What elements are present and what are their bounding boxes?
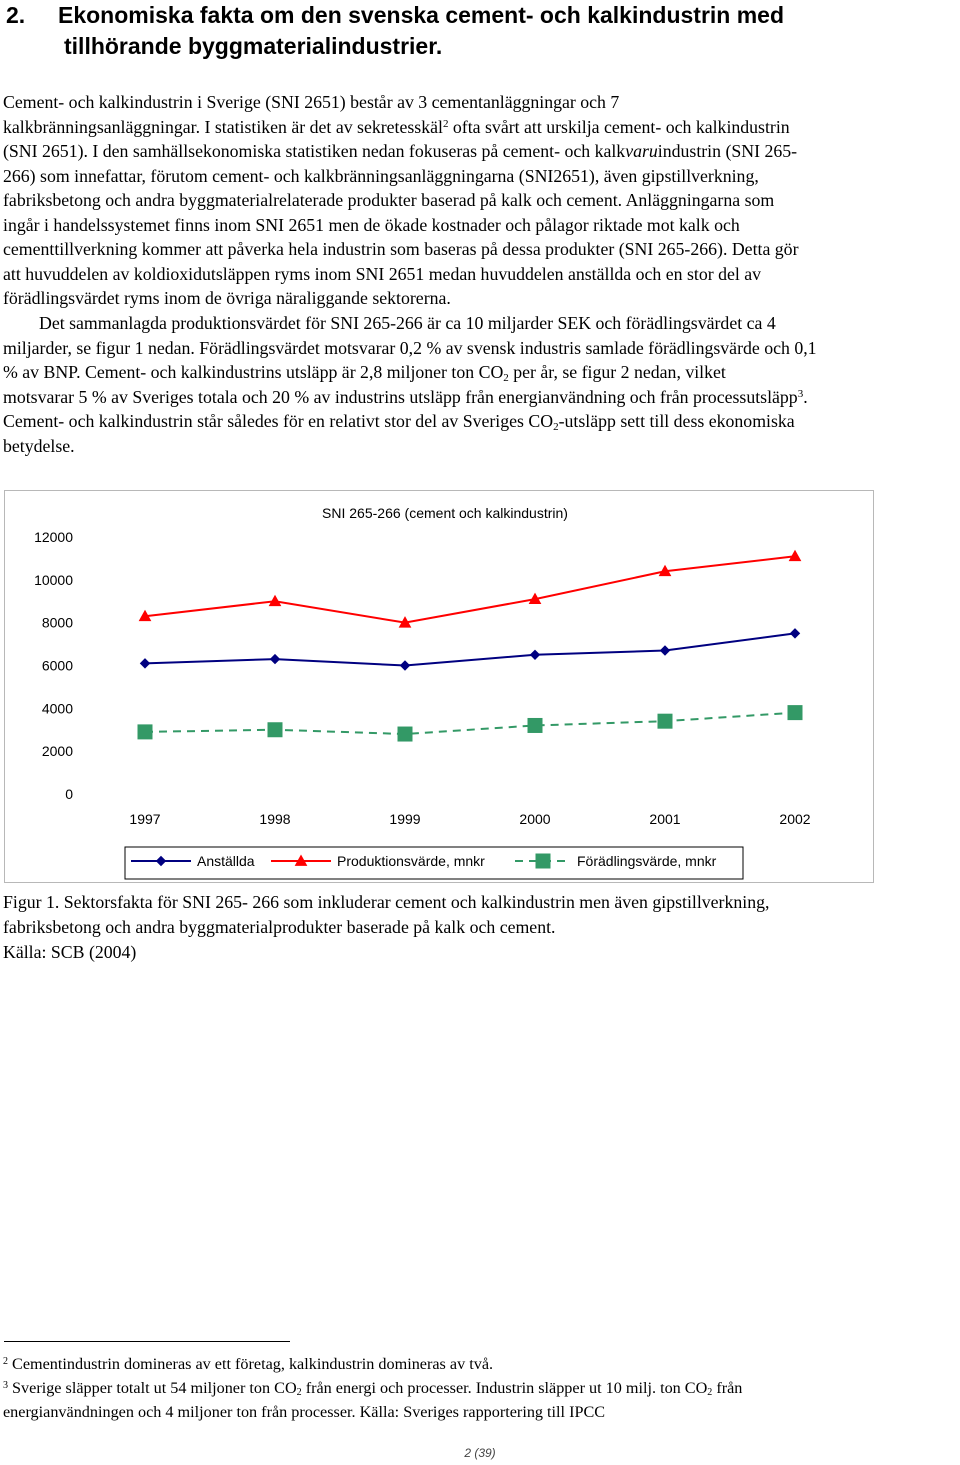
data-point (531, 650, 540, 659)
section-heading (6, 0, 956, 62)
series-line-2 (145, 556, 795, 622)
text-line: motsvarar 5 % av Sveriges totala och 20 % av industrins utsläpp från energianvändning och från processutsläpp$^3$. (3, 386, 808, 407)
text-line: Det sammanlagda produktionsvärdet för SNI 265-266 är ca 10 miljarder SEK och förädlingsvärdet ca 4 (39, 313, 776, 333)
caption-line: Figur 1. Sektorsfakta för SNI 265- 266 som inkluderar cement och kalkindustrin men även gipstillverkning, (3, 892, 770, 912)
chart-title: SNI 265-266 (cement och kalkindustrin) (322, 505, 568, 521)
legend-label-2: Produktionsvärde, mnkr (337, 853, 485, 869)
data-point (271, 655, 280, 664)
footnote-3: $^3$ Sverige släpper totalt ut 54 miljoner ton $CO_2$ från energi och processer. Industrin släpper ut 10 milj. ton $CO_2$ från (3, 1379, 743, 1398)
text-line: (SNI 2651). I den samhällsekonomiska statistiken nedan fokuseras på cement- och kalkvaruindustrin (SNI 265- (3, 141, 798, 161)
line-chart (5, 491, 873, 882)
text-line: cementtillverkning kommer att påverka hela industrin som baseras på dessa produkter (SNI 265-266). Detta gör (3, 239, 799, 259)
data-point (398, 727, 412, 741)
x-tick-label: 2001 (649, 811, 681, 827)
data-point (401, 661, 410, 670)
x-tick-label: 1997 (129, 811, 161, 827)
y-tick-label: 4000 (41, 700, 73, 717)
text-line: fabriksbetong och andra byggmaterialrelaterade produkter baserad på kalk och cement. Anläggningarna som (3, 190, 775, 210)
y-tick-label: 6000 (41, 657, 73, 674)
data-point (528, 718, 542, 732)
x-tick-label: 2002 (779, 811, 811, 827)
data-point (791, 629, 800, 638)
text-line: kalkbränningsanläggningar. I statistiken är det av sekretesskäl$^2$ ofta svårt att urskilja cement- och kalkindustrin (3, 116, 790, 137)
data-point (268, 723, 282, 737)
data-point (661, 646, 670, 655)
x-tick-label: 1998 (259, 811, 291, 827)
y-tick-label: 12000 (34, 529, 73, 545)
caption-source: Källa: SCB (2004) (3, 942, 137, 962)
series-line-1 (145, 633, 795, 665)
x-tick-label: 1999 (389, 811, 421, 827)
text-line: % av BNP. Cement- och kalkindustrins utsläpp är 2,8 miljoner ton $CO_2$ per år, se figur 2 nedan, vilket (3, 362, 726, 384)
y-tick-label: 0 (65, 786, 73, 802)
figure-1-chart (4, 490, 874, 883)
text-line: att huvuddelen av koldioxidutsläppen ryms inom SNI 2651 medan huvuddelen anställda och en stor del av (3, 263, 762, 284)
text-line: Cement- och kalkindustrin står således för en relativt stor del av Sveriges $CO_2$-utsläpp sett till dess ekonomiska (3, 411, 795, 433)
text-line: miljarder, se figur 1 nedan. Förädlingsvärdet motsvarar 0,2 % av svensk industris samlade förädlingsvärde och 0,1 (3, 337, 817, 358)
footnote-divider (4, 1341, 290, 1342)
section-number: 2. (6, 2, 26, 28)
y-tick-label: 8000 (41, 614, 73, 631)
legend-label-1: Anställda (197, 853, 255, 869)
figure-caption (3, 890, 960, 965)
page-number: 2 (39) (464, 1446, 496, 1460)
series-line-3 (145, 713, 795, 734)
text-line: betydelse. (3, 435, 75, 456)
legend-label-3: Förädlingsvärde, mnkr (577, 853, 717, 869)
section-title-line-2: tillhörande byggmaterialindustrier. (64, 33, 443, 59)
footnotes (3, 1352, 960, 1424)
footnote-2: $^2$ Cementindustrin domineras av ett företag, kalkindustrin domineras av två. (3, 1355, 494, 1373)
footnote-3-continued: energianvändningen och 4 miljoner ton från processer. Källa: Sveriges rapportering till IPCC (3, 1403, 606, 1421)
paragraph-1 (3, 90, 960, 311)
data-point (141, 659, 150, 668)
text-line: förädlingsvärdet ryms inom de övriga näraliggande sektorerna. (3, 288, 451, 308)
text-line: ingår i handelssystemet finns inom SNI 2651 men de ökade kostnader och pålagor riktade mot kalk och (3, 214, 740, 235)
text-line: Cement- och kalkindustrin i Sverige (SNI 2651) består av 3 cementanläggningar och 7 (3, 92, 620, 112)
footnote-ref-3: 3 (797, 387, 804, 400)
data-point (788, 706, 802, 720)
footnote-ref-2: 2 (442, 117, 449, 130)
data-point (138, 725, 152, 739)
y-tick-label: 2000 (41, 743, 73, 760)
caption-line: fabriksbetong och andra byggmaterialprodukter baserade på kalk och cement. (3, 917, 556, 937)
x-tick-label: 2000 (519, 811, 551, 827)
y-tick-label: 10000 (34, 571, 73, 588)
text-line: 266) som innefattar, förutom cement- och kalkbränningsanläggningarna (SNI2651), även gipstillverkning, (3, 165, 759, 186)
data-point (658, 714, 672, 728)
paragraph-2 (3, 311, 960, 458)
section-title-line-1: Ekonomiska fakta om den svenska cement- och kalkindustrin med (58, 2, 785, 28)
legend-marker-3 (536, 854, 550, 868)
